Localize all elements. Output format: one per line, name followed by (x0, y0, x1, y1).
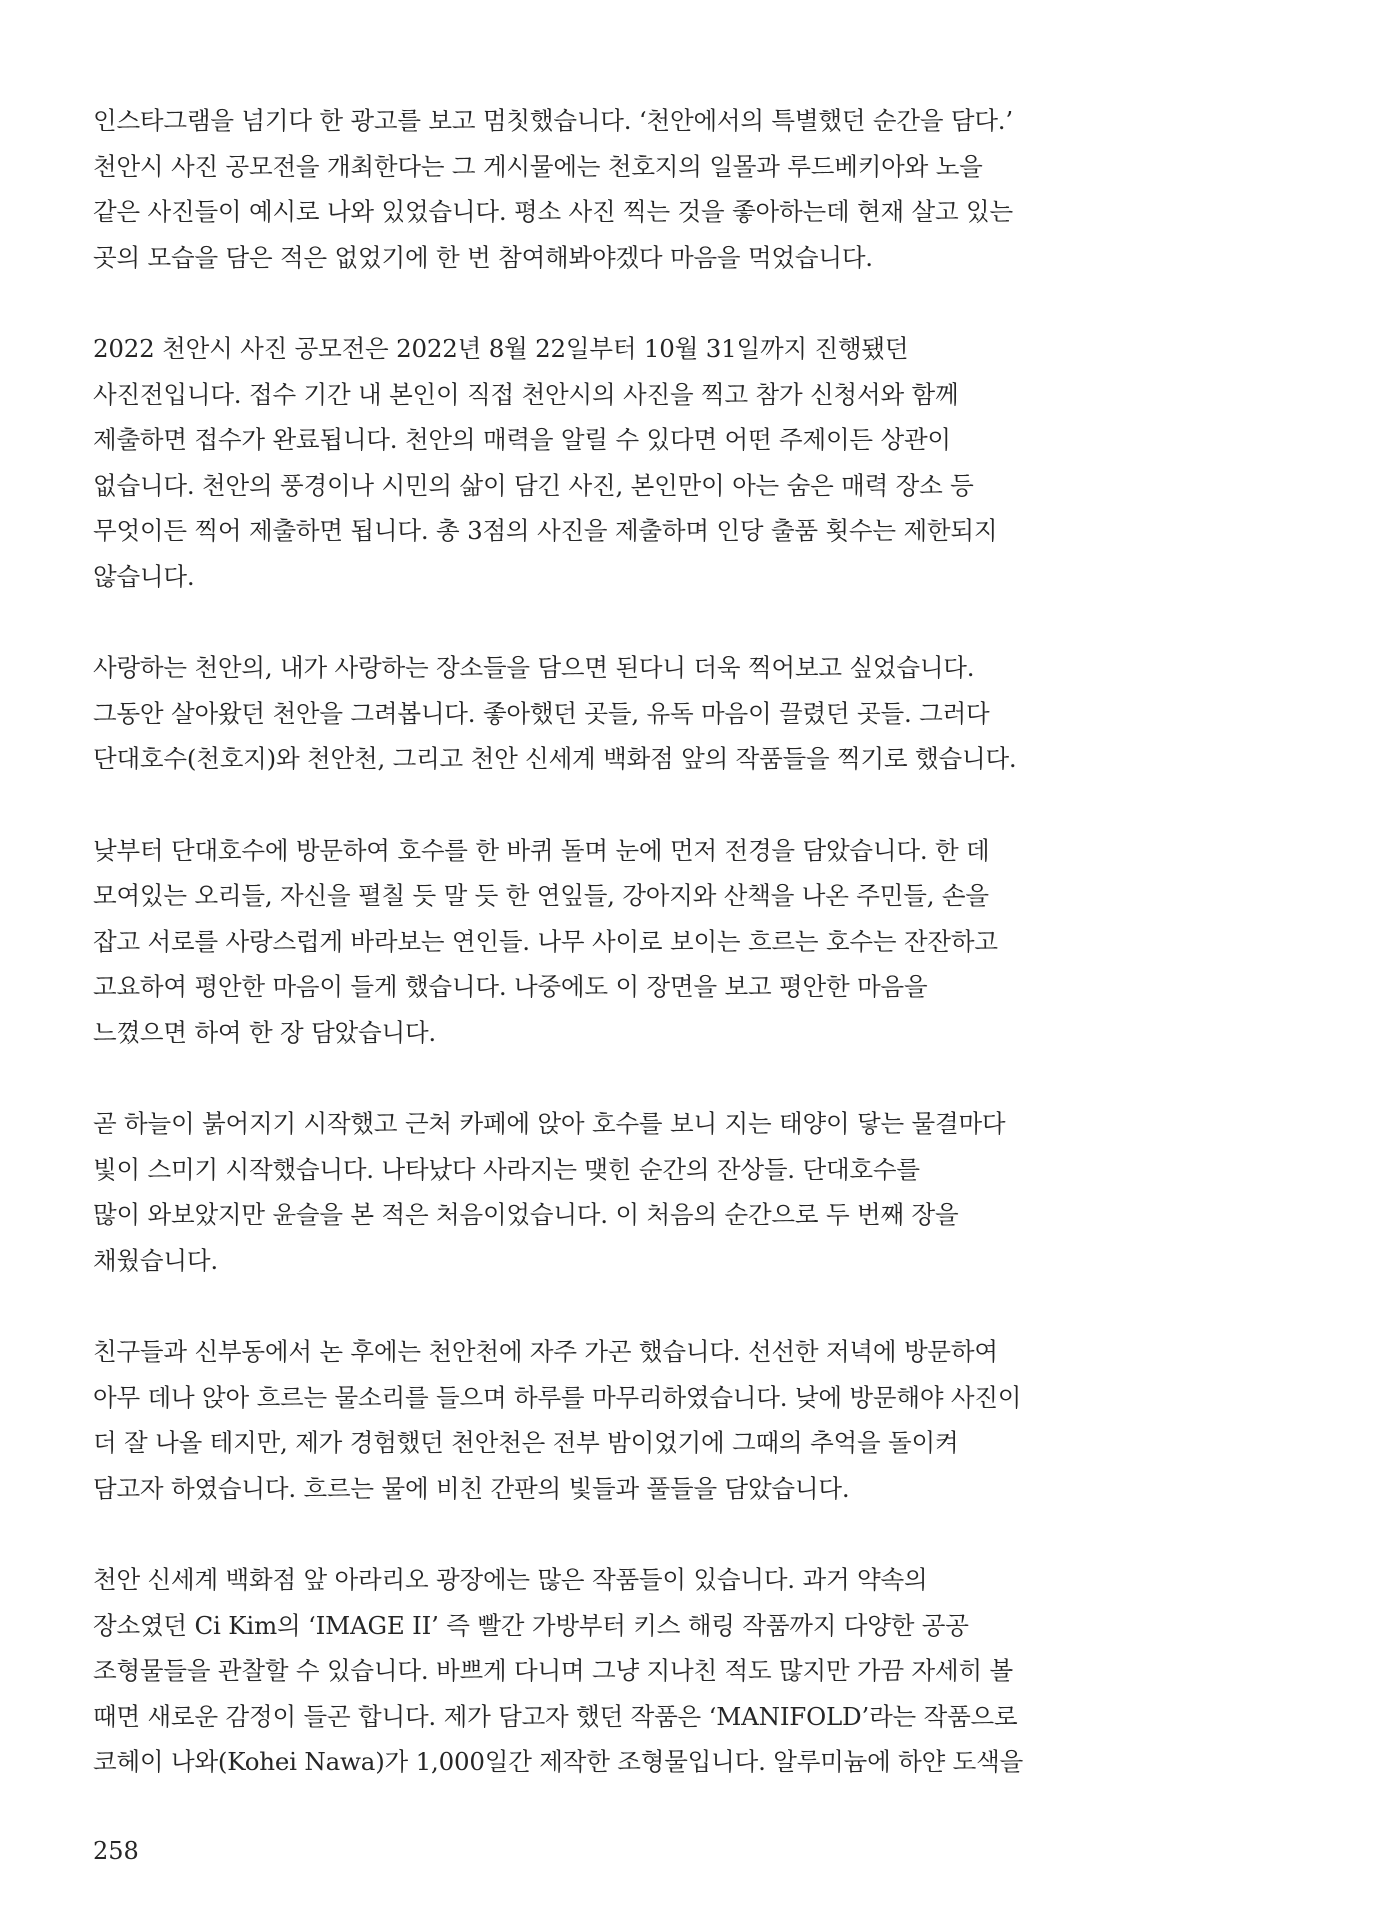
text-line: 많이 와보았지만 윤슬을 본 적은 처음이었습니다. 이 처음의 순간으로 두 번째 장을 (93, 1200, 959, 1229)
text-line: 조형물들을 관찰할 수 있습니다. 바쁘게 다니며 그냥 지나친 적도 많지만 가끔 자세히 볼 (93, 1656, 1013, 1685)
text-line: 없습니다. 천안의 풍경이나 시민의 삶이 담긴 사진, 본인만이 아는 숨은 매력 장소 등 (93, 470, 974, 500)
text-line: 때면 새로운 감정이 들곤 합니다. 제가 담고자 했던 작품은 ‘MANIFOLD’라는 작품으로 (93, 1701, 1018, 1731)
paragraph-4 (93, 828, 1093, 1056)
paragraph-6 (93, 1329, 1093, 1511)
text-line: 곳의 모습을 담은 적은 없었기에 한 번 참여해봐야겠다 마음을 먹었습니다. (93, 242, 873, 272)
paragraph-3 (93, 645, 1093, 782)
text-line: 사랑하는 천안의, 내가 사랑하는 장소들을 담으면 된다니 더욱 찍어보고 싶었습니다. (93, 653, 975, 682)
text-line: 같은 사진들이 예시로 나와 있었습니다. 평소 사진 찍는 것을 좋아하는데 현재 살고 있는 (93, 197, 1013, 226)
text-line: 장소였던 Ci Kim의 ‘IMAGE II’ 즉 빨간 가방부터 키스 해링 작품까지 다양한 공공 (93, 1610, 969, 1640)
text-line: 코헤이 나와(Kohei Nawa)가 1,000일간 제작한 조형물입니다. 알루미늄에 하얀 도색을 (93, 1747, 1024, 1776)
paragraph-5 (93, 1101, 1093, 1283)
text-line: 담고자 하였습니다. 흐르는 물에 비친 간판의 빛들과 풀들을 담았습니다. (93, 1473, 850, 1503)
text-line: 제출하면 접수가 완료됩니다. 천안의 매력을 알릴 수 있다면 어떤 주제이든 상관이 (93, 425, 951, 454)
page-number: 258 (93, 1837, 139, 1865)
text-line: 채웠습니다. (93, 1245, 218, 1275)
text-line: 고요하여 평안한 마음이 들게 했습니다. 나중에도 이 장면을 보고 평안한 마음을 (93, 972, 928, 1001)
paragraph-2 (93, 326, 1093, 599)
text-line: 천안 신세계 백화점 앞 아라리오 광장에는 많은 작품들이 있습니다. 과거 약속의 (93, 1565, 928, 1594)
text-line: 모여있는 오리들, 자신을 펼칠 듯 말 듯 한 연잎들, 강아지와 산책을 나온 주민들, 손을 (93, 881, 989, 910)
text-line: 인스타그램을 넘기다 한 광고를 보고 멈칫했습니다. ‘천안에서의 특별했던 순간을 담다.’ (93, 106, 1013, 135)
text-line: 단대호수(천호지)와 천안천, 그리고 천안 신세계 백화점 앞의 작품들을 찍기로 했습니다. (93, 744, 1017, 773)
text-line: 무엇이든 찍어 제출하면 됩니다. 총 3점의 사진을 제출하며 인당 출품 횟수는 제한되지 (93, 516, 998, 545)
text-line: 곧 하늘이 붉어지기 시작했고 근처 카페에 앉아 호수를 보니 지는 태양이 닿는 물결마다 (93, 1109, 1006, 1138)
text-line: 사진전입니다. 접수 기간 내 본인이 직접 천안시의 사진을 찍고 참가 신청서와 함께 (93, 379, 959, 409)
body-text (93, 98, 1093, 1831)
text-line: 빛이 스미기 시작했습니다. 나타났다 사라지는 맺힌 순간의 잔상들. 단대호수를 (93, 1154, 920, 1184)
text-line: 친구들과 신부동에서 논 후에는 천안천에 자주 가곤 했습니다. 선선한 저녁에 방문하여 (93, 1337, 998, 1366)
text-line: 않습니다. (93, 561, 195, 591)
text-line: 2022 천안시 사진 공모전은 2022년 8월 22일부터 10월 31일까지 진행됐던 (93, 334, 909, 363)
text-line: 낮부터 단대호수에 방문하여 호수를 한 바퀴 돌며 눈에 먼저 전경을 담았습니다. 한 데 (93, 835, 990, 865)
text-line: 잡고 서로를 사랑스럽게 바라보는 연인들. 나무 사이로 보이는 흐르는 호수는 잔잔하고 (93, 926, 998, 956)
paragraph-1 (93, 98, 1093, 280)
text-line: 그동안 살아왔던 천안을 그려봅니다. 좋아했던 곳들, 유독 마음이 끌렸던 곳들. 그러다 (93, 698, 990, 728)
text-line: 천안시 사진 공모전을 개최한다는 그 게시물에는 천호지의 일몰과 루드베키아와 노을 (93, 151, 983, 181)
paragraph-7 (93, 1557, 1093, 1785)
text-line: 느꼈으면 하여 한 장 담았습니다. (93, 1017, 437, 1047)
text-line: 아무 데나 앉아 흐르는 물소리를 들으며 하루를 마무리하였습니다. 낮에 방문해야 사진이 (93, 1382, 1022, 1412)
text-line: 더 잘 나올 테지만, 제가 경험했던 천안천은 전부 밤이었기에 그때의 추억을 돌이켜 (93, 1428, 959, 1457)
